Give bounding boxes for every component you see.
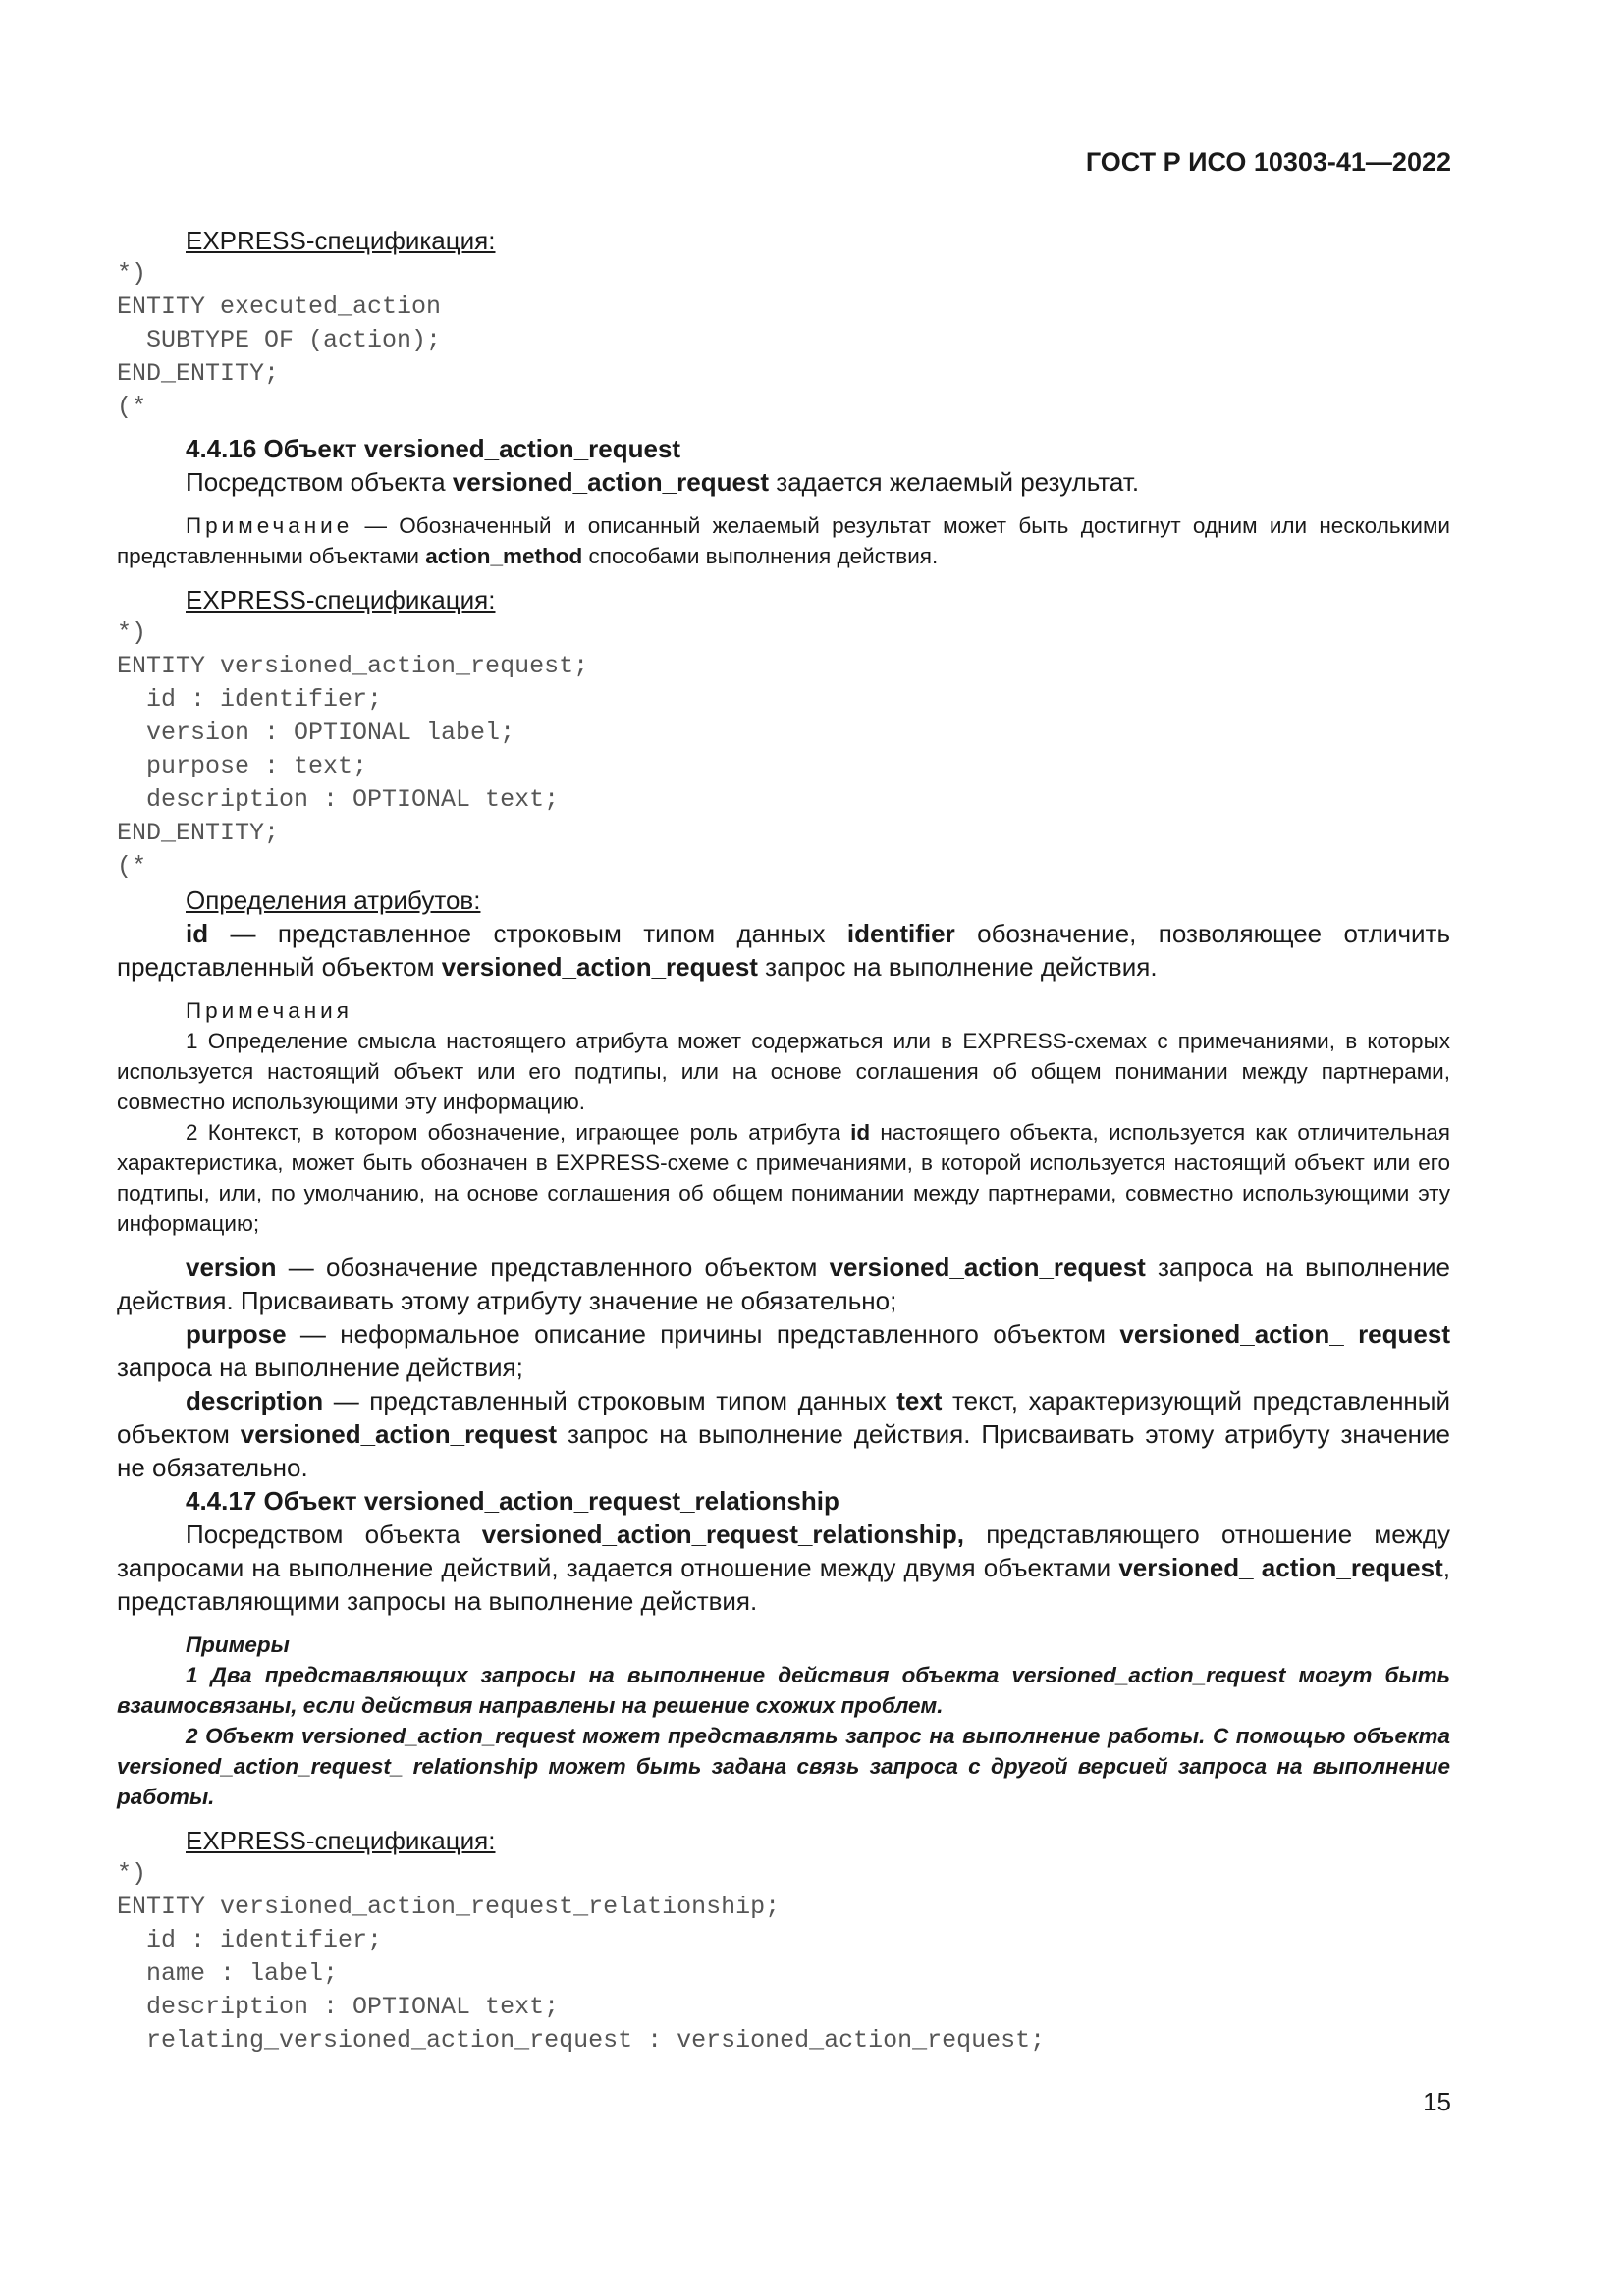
examples-label: Примеры <box>186 1632 290 1657</box>
code-executed-action: *) ENTITY executed_action SUBTYPE OF (action); END_ENTITY; (* <box>117 259 442 421</box>
note-4-4-16: Примечание — Обозначенный и описанный желаемый результат может быть достигнут одним или несколькими представленными объектами action_method способами выполнения действия. <box>117 513 1450 568</box>
attribute-description-definition: description — представленный строковым типом данных text текст, характеризующий представленный объектом versioned_action_request запрос на выполнение действия. Присваивать этому атрибуту значение не обязательно. <box>117 1386 1451 1482</box>
section-4-4-17-paragraph: Посредством объекта versioned_action_request_relationship, представляющего отношение между запросами на выполнение действий, задается отношение между двумя объектами versioned_ action_request, представляющими запросы на выполнение действия. <box>117 1520 1450 1616</box>
express-spec-label: EXPRESS-спецификация: <box>186 585 496 614</box>
note-2: 2 Контекст, в котором обозначение, играющее роль атрибута id настоящего объекта, используется как отличительная характеристика, может быть обозначен в EXPRESS-схеме с примечаниями, в которой используется настоящий объект или его подтипы, или, по умолчанию, на основе соглашения об общем понимании между партнерами, совместно использующими эту информацию; <box>117 1120 1450 1236</box>
attribute-version-definition: version — обозначение представленного объектом versioned_action_request запроса на выполнение действия. Присваивать этому атрибуту значение не обязательно; <box>117 1253 1450 1315</box>
section-heading-4-4-17: 4.4.17 Объект versioned_action_request_relationship <box>186 1486 839 1516</box>
example-1: 1 Два представляющих запросы на выполнение действия объекта versioned_action_request могут быть взаимосвязаны, если действия направлены на решение схожих проблем. <box>117 1663 1450 1718</box>
notes-label: Примечания <box>186 998 352 1023</box>
attribute-purpose-definition: purpose — неформальное описание причины представленного объектом versioned_action_ request запроса на выполнение действия; <box>117 1319 1450 1382</box>
attribute-id-definition: id — представленное строковым типом данных identifier обозначение, позволяющее отличить представленный объектом versioned_action_request запрос на выполнение действия. <box>117 919 1450 982</box>
section-heading-4-4-16: 4.4.16 Объект versioned_action_request <box>186 434 681 463</box>
section-4-4-16-paragraph: Посредством объекта versioned_action_request задается желаемый результат. <box>186 467 1140 497</box>
page-number: 15 <box>1423 2087 1451 2116</box>
express-spec-label: EXPRESS-спецификация: <box>186 226 496 255</box>
note-1: 1 Определение смысла настоящего атрибута может содержаться или в EXPRESS-схемах с примечаниями, в которых используется настоящий объект или его подтипы, или на основе соглашения об общем понимании между партнерами, совместно использующими эту информацию. <box>117 1029 1450 1114</box>
example-2: 2 Объект versioned_action_request может представлять запрос на выполнение работы. С помощью объекта versioned_action_request_ relationship может быть задана связь запроса с другой версией запроса на выполнение работы. <box>117 1724 1450 1809</box>
attributes-label: Определения атрибутов: <box>186 885 481 915</box>
page-content <box>117 224 1450 2057</box>
express-spec-label: EXPRESS-спецификация: <box>186 1826 496 1855</box>
document-header: ГОСТ Р ИСО 10303-41—2022 <box>1085 147 1451 177</box>
code-versioned-action-request: *) ENTITY versioned_action_request; id : identifier; version : OPTIONAL label; purpose : text; description : OPTIONAL text; END_ENTITY; (* <box>117 618 589 881</box>
code-versioned-action-request-relationship: *) ENTITY versioned_action_request_relationship; id : identifier; name : label; description : OPTIONAL text; relating_versioned_action_request : versioned_action_request; <box>117 1859 1046 2055</box>
